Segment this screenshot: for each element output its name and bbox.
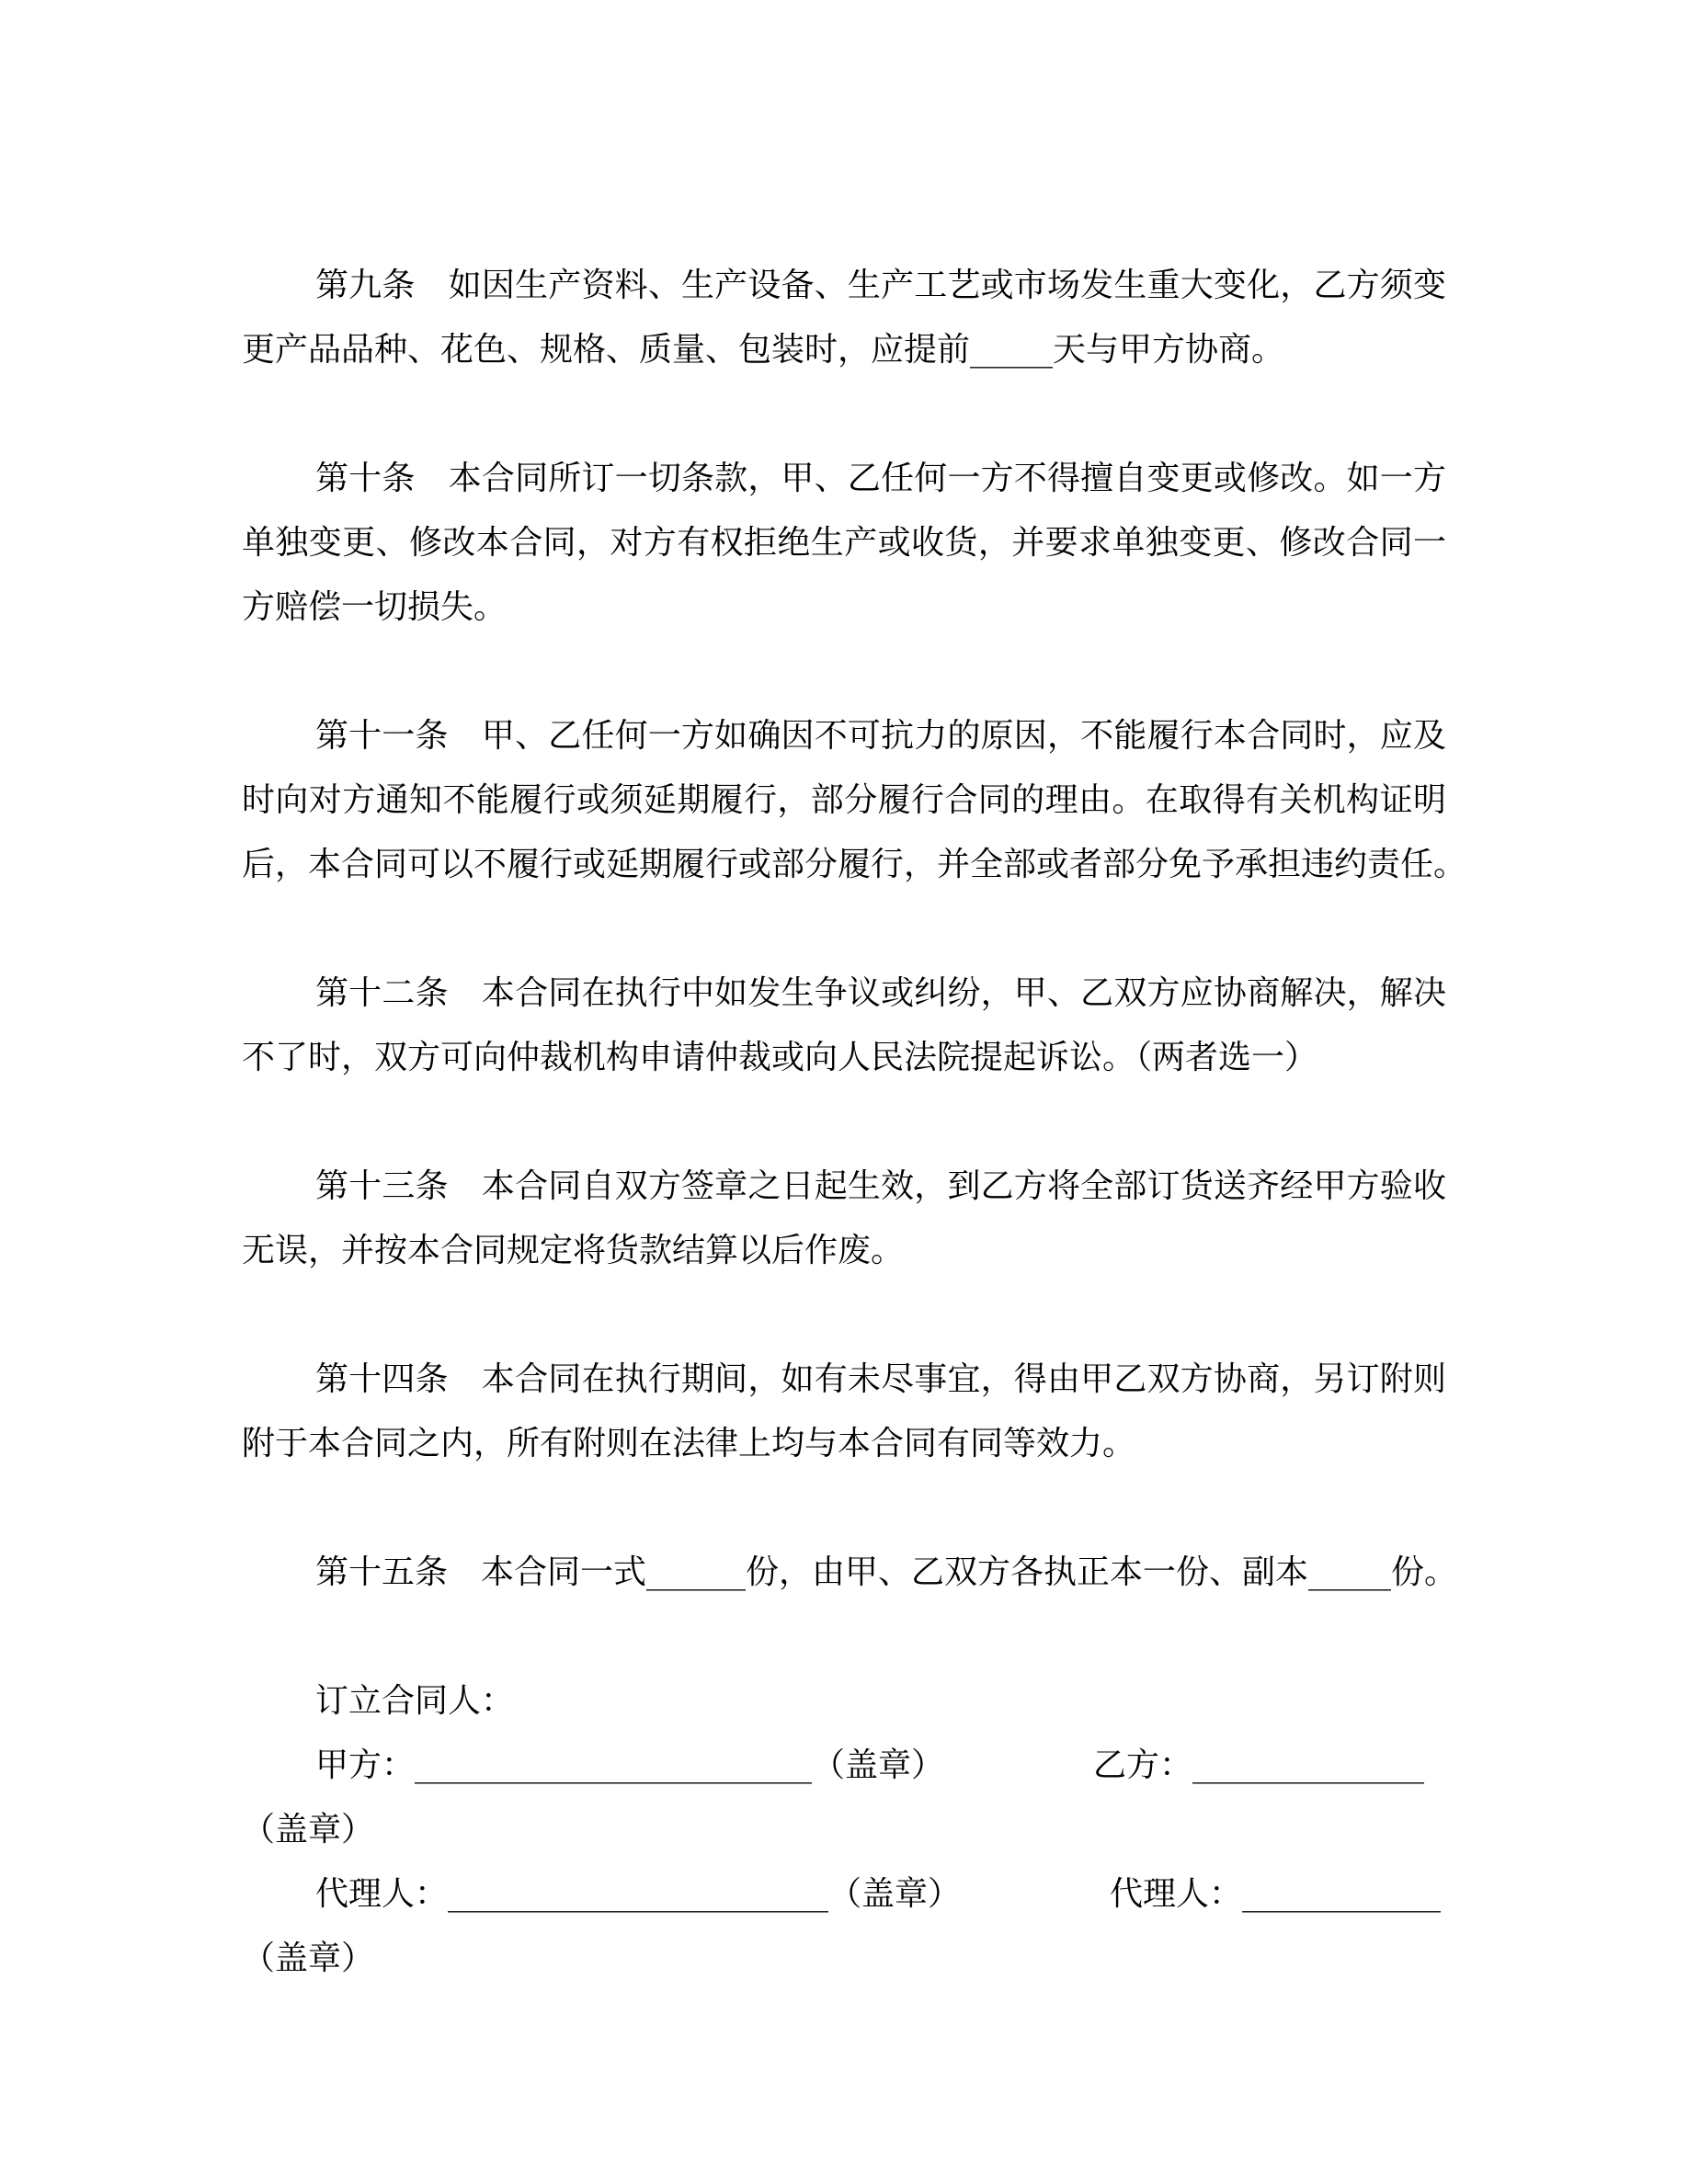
article-9-line-2: 更产品品种、花色、规格、质量、包装时，应提前_____天与甲方协商。 [242, 331, 1285, 369]
contract-parties-label: 订立合同人： [315, 1682, 515, 1720]
article-12-line-1: 第十二条 本合同在执行中如发生争议或纠纷，甲、乙双方应协商解决，解决 [315, 974, 1446, 1012]
article-11-line-1: 第十一条 甲、乙任何一方如确因不可抗力的原因，不能履行本合同时，应及 [315, 717, 1446, 755]
article-13-line-1: 第十三条 本合同自双方签章之日起生效，到乙方将全部订货送齐经甲方验收 [315, 1167, 1446, 1205]
article-15-line-1: 第十五条 本合同一式______份，由甲、乙双方各执正本一份、副本_____份。 [315, 1553, 1458, 1591]
agent-a-and-agent-b-line: 代理人：_______________________（盖章） 代理人：____________ [315, 1875, 1442, 1913]
article-11 [242, 704, 1467, 897]
article-14-line-2: 附于本合同之内，所有附则在法律上均与本合同有同等效力。 [242, 1425, 1136, 1462]
article-11-line-2: 时向对方通知不能履行或须延期履行，部分履行合同的理由。在取得有关机构证明 [242, 781, 1446, 819]
article-14 [242, 1348, 1446, 1476]
party-b-seal-wrap-label: （盖章） [242, 1811, 375, 1848]
article-12 [242, 961, 1446, 1090]
article-10 [242, 447, 1446, 640]
contract-body [242, 254, 1467, 1991]
article-14-line-1: 第十四条 本合同在执行期间，如有未尽事宜，得由甲乙双方协商，另订附则 [315, 1360, 1446, 1398]
agent-b-seal-wrap-label: （盖章） [242, 1939, 375, 1977]
article-9-line-1: 第九条 如因生产资料、生产设备、生产工艺或市场发生重大变化，乙方须变 [315, 267, 1446, 304]
article-10-line-1: 第十条 本合同所订一切条款，甲、乙任何一方不得擅自变更或修改。如一方 [315, 460, 1446, 497]
article-15 [242, 1541, 1458, 1605]
article-10-line-3: 方赔偿一切损失。 [242, 588, 508, 626]
article-11-line-3: 后，本合同可以不履行或延期履行或部分履行，并全部或者部分免予承担违约责任。 [242, 846, 1467, 883]
article-10-line-2: 单独变更、修改本合同，对方有权拒绝生产或收货，并要求单独变更、修改合同一 [242, 524, 1446, 562]
article-12-line-2: 不了时，双方可向仲裁机构申请仲裁或向人民法院提起诉讼。（两者选一） [242, 1039, 1318, 1076]
signature-block [242, 1669, 1446, 1991]
article-13-line-2: 无误，并按本合同规定将货款结算以后作废。 [242, 1232, 905, 1269]
party-a-and-party-b-line: 甲方：________________________（盖章） 乙方：______________ [315, 1746, 1425, 1784]
article-9 [242, 254, 1446, 382]
article-13 [242, 1155, 1446, 1283]
